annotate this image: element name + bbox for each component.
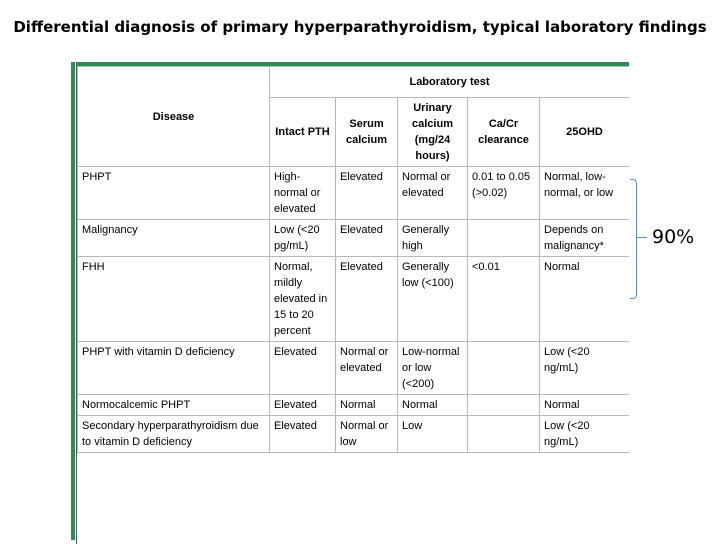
- page-title: Differential diagnosis of primary hyperparathyroidism, typical laboratory findings: [13, 18, 707, 36]
- cacr-cell: [468, 220, 540, 257]
- cacr-cell: 0.01 to 0.05 (>0.02): [468, 167, 540, 220]
- table-row: [78, 220, 630, 257]
- cacr-cell: [468, 395, 540, 416]
- table-row: [78, 167, 630, 220]
- bracket-annotation: [630, 179, 637, 299]
- serum-cell: Normal or low: [336, 416, 398, 453]
- disease-cell: Secondary hyperparathyroidism due to vitamin D deficiency: [78, 416, 270, 453]
- urinary-cell: Generally high: [398, 220, 468, 257]
- disease-cell: PHPT with vitamin D deficiency: [78, 342, 270, 395]
- urinary-cell: Generally low (<100): [398, 257, 468, 342]
- column-header-serum-calcium: Serum calcium: [336, 98, 398, 167]
- cacr-cell: [468, 416, 540, 453]
- table-row: [78, 416, 630, 453]
- table-row: [78, 257, 630, 342]
- pth-cell: High-normal or elevated: [270, 167, 336, 220]
- pth-cell: Low (<20 pg/mL): [270, 220, 336, 257]
- ohd-cell: Low (<20 ng/mL): [540, 416, 630, 453]
- urinary-cell: Normal: [398, 395, 468, 416]
- pth-cell: Elevated: [270, 416, 336, 453]
- table-row: [78, 342, 630, 395]
- disease-cell: PHPT: [78, 167, 270, 220]
- column-header-intact-pth: Intact PTH: [270, 98, 336, 167]
- serum-cell: Elevated: [336, 167, 398, 220]
- pth-cell: Normal, mildly elevated in 15 to 20 percent: [270, 257, 336, 342]
- serum-cell: Elevated: [336, 220, 398, 257]
- cacr-cell: <0.01: [468, 257, 540, 342]
- laboratory-test-group-header: Laboratory test: [270, 67, 630, 98]
- serum-cell: Normal: [336, 395, 398, 416]
- urinary-cell: Low-normal or low (<200): [398, 342, 468, 395]
- column-header-ca-cr-clearance: Ca/Cr clearance: [468, 98, 540, 167]
- bracket-tick: [637, 237, 647, 238]
- serum-cell: Normal or elevated: [336, 342, 398, 395]
- disease-cell: FHH: [78, 257, 270, 342]
- column-header-25ohd: 25OHD: [540, 98, 630, 167]
- percent-annotation: 90%: [652, 226, 695, 248]
- serum-cell: Elevated: [336, 257, 398, 342]
- ohd-cell: Normal: [540, 257, 630, 342]
- disease-cell: Normocalcemic PHPT: [78, 395, 270, 416]
- lab-table-container: [76, 62, 629, 544]
- urinary-cell: Normal or elevated: [398, 167, 468, 220]
- accent-bar: [71, 62, 75, 540]
- lab-findings-table: [77, 66, 629, 453]
- ohd-cell: Low (<20 ng/mL): [540, 342, 630, 395]
- cacr-cell: [468, 342, 540, 395]
- table-row: [78, 395, 630, 416]
- disease-cell: Malignancy: [78, 220, 270, 257]
- disease-column-header: Disease: [78, 67, 270, 167]
- ohd-cell: Depends on malignancy*: [540, 220, 630, 257]
- ohd-cell: Normal: [540, 395, 630, 416]
- urinary-cell: Low: [398, 416, 468, 453]
- pth-cell: Elevated: [270, 342, 336, 395]
- pth-cell: Elevated: [270, 395, 336, 416]
- column-header-urinary-calcium: Urinary calcium (mg/24 hours): [398, 98, 468, 167]
- ohd-cell: Normal, low-normal, or low: [540, 167, 630, 220]
